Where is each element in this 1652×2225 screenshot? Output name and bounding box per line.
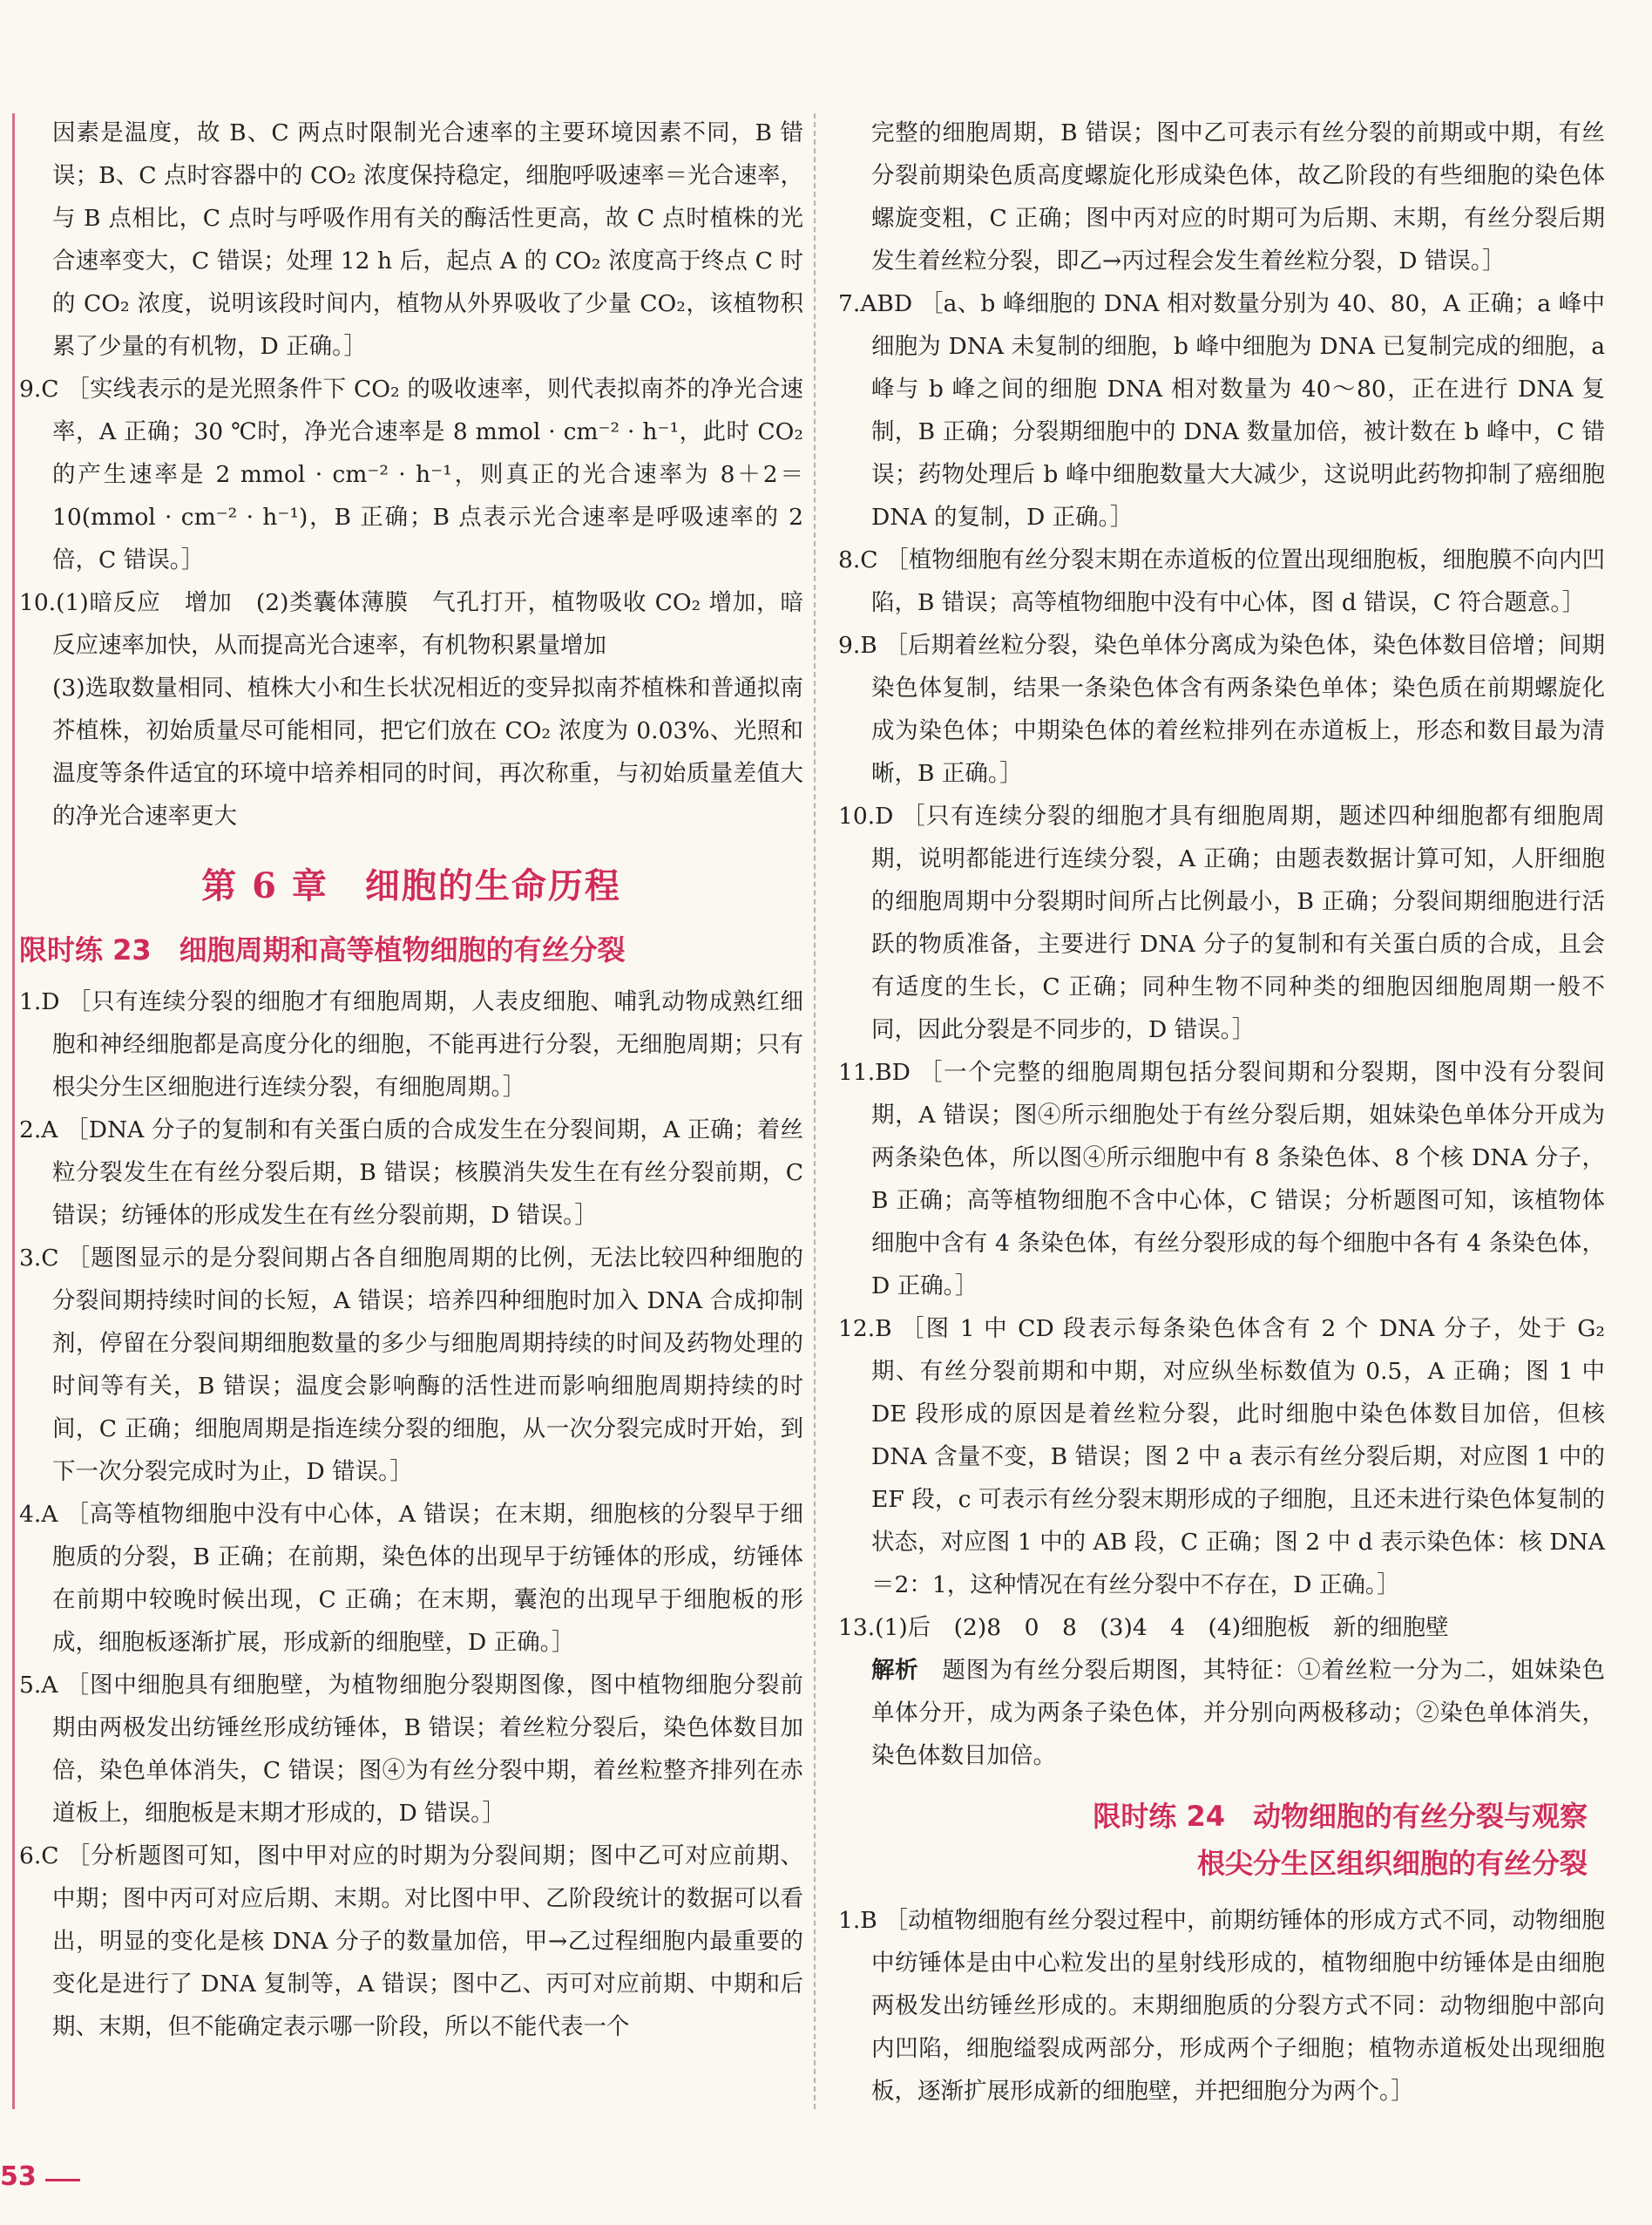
left-margin-rule [12, 113, 15, 2109]
answer-item: 6.C ［分析题图可知，图中甲对应的时期为分裂间期；图中乙可对应前期、中期；图中丙可对应后期、末期。对比图中甲、乙阶段统计的数据可以看出，明显的变化是核 DNA 分子的数量加倍，甲→乙过程细胞内最重要的变化是进行了 DNA 复制等，A 错误；图中乙、丙可对应前期、中期和后期、末期，但不能确定表示哪一阶段，所以不能代表一个 [19, 1842, 803, 2040]
column-divider [814, 113, 816, 2109]
answer-item: 完整的细胞周期，B 错误；图中乙可表示有丝分裂的前期或中期，有丝分裂前期染色质高度螺旋化形成染色体，故乙阶段的有些细胞的染色体螺旋变粗，C 正确；图中丙对应的时期可为后期、末期，有丝分裂后期发生着丝粒分裂，即乙→丙过程会发生着丝粒分裂，D 错误。］ [871, 119, 1605, 275]
answer-item: 12.B ［图 1 中 CD 段表示每条染色体含有 2 个 DNA 分子，处于 G₂ 期、有丝分裂前期和中期，对应纵坐标数值为 0.5，A 正确；图 1 中 DE 段形成的原因是着丝粒分裂，此时细胞中染色体数目加倍，但核 DNA 含量不变，B 错误；图 2 中 a 表示有丝分裂后期，对应图 1 中的 EF 段，c 可表示有丝分裂末期形成的子细胞，且还未进行染色体复制的状态，对应图 1 中的 AB 段，C 正确；图 2 中 d 表示染色体：核 DNA＝2：1，这种情况在有丝分裂中不存在，D 正确。］ [838, 1315, 1605, 1598]
page-footer [0, 2160, 87, 2203]
answer-item: 9.B ［后期着丝粒分裂，染色单体分离成为染色体，染色体数目倍增；间期染色体复制，结果一条染色体含有两条染色单体；染色质在前期螺旋化成为染色体；中期染色体的着丝粒排列在赤道板上，形态和数目最为清晰，B 正确。］ [838, 632, 1605, 787]
analysis-text: 题图为有丝分裂后期图，其特征：①着丝粒一分为二，姐妹染色单体分开，成为两条子染色体，并分别向两极移动；②染色单体消失，染色体数目加倍。 [871, 1657, 1606, 1769]
answer-item: 9.C ［实线表示的是光照条件下 CO₂ 的吸收速率，则代表拟南芥的净光合速率，A 正确；30 ℃时，净光合速率是 8 mmol · cm⁻² · h⁻¹，此时 CO₂ 的产生速率是 2 mmol · cm⁻² · h⁻¹，则真正的光合速率为 8＋2＝10(mmol · cm⁻² · h⁻¹)，B 正确；B 点表示光合速率是呼吸速率的 2 倍，C 错误。］ [19, 376, 803, 573]
answer-item: 因素是温度，故 B、C 两点时限制光合速率的主要环境因素不同，B 错误；B、C 点时容器中的 CO₂ 浓度保持稳定，细胞呼吸速率＝光合速率，与 B 点相比，C 点时与呼吸作用有关的酶活性更高，故 C 点时植株的光合速率变大，C 错误；处理 12 h 后，起点 A 的 CO₂ 浓度高于终点 C 时的 CO₂ 浓度，说明该段时间内，植物从外界吸收了少量 CO₂，该植物积累了少量的有机物，D 正确。］ [52, 119, 803, 360]
section-title-24 [838, 1793, 1605, 1887]
answer-item: 13.(1)后 (2)8 0 8 (3)4 4 (4)细胞板 新的细胞壁 [838, 1614, 1449, 1641]
page-number: 53 [0, 2161, 37, 2192]
answer-item: (3)选取数量相同、植株大小和生长状况相近的变异拟南芥植株和普通拟南芥植株，初始质量尽可能相同，把它们放在 CO₂ 浓度为 0.03%、光照和温度等条件适宜的环境中培养相同的时间，再次称重，与初始质量差值大的净光合速率更大 [52, 675, 803, 830]
answer-item: 10.(1)暗反应 增加 (2)类囊体薄膜 气孔打开，植物吸收 CO₂ 增加，暗反应速率加快，从而提高光合速率，有机物积累量增加 [19, 589, 803, 659]
section-title-23: 限时练 23 细胞周期和高等植物细胞的有丝分裂 [19, 933, 626, 967]
right-answer-list-24 [838, 1899, 1605, 2113]
analysis-label: 解析 [871, 1657, 919, 1684]
section-title-24-line1: 限时练 24 动物细胞的有丝分裂与观察 [1093, 1800, 1588, 1833]
answer-item: 3.C ［题图显示的是分裂间期占各自细胞周期的比例，无法比较四种细胞的分裂间期持续时间的长短，A 错误；培养四种细胞时加入 DNA 合成抑制剂，停留在分裂间期细胞数量的多少与细胞周期持续的时间及药物处理的时间等有关，B 错误；温度会影响酶的活性进而影响细胞周期持续的时间，C 正确；细胞周期是指连续分裂的细胞，从一次分裂完成时开始，到下一次分裂完成时为止，D 错误。］ [19, 1245, 803, 1485]
answer-item: 8.C ［植物细胞有丝分裂末期在赤道板的位置出现细胞板，细胞膜不向内凹陷，B 错误；高等植物细胞中没有中心体，图 d 错误，C 符合题意。］ [838, 546, 1605, 616]
answer-item: 10.D ［只有连续分裂的细胞才具有细胞周期，题述四种细胞都有细胞周期，说明都能进行连续分裂，A 正确；由题表数据计算可知，人肝细胞的细胞周期中分裂期时间所占比例最小，B 正确；分裂间期细胞进行活跃的物质准备，主要进行 DNA 分子的复制和有关蛋白质的合成，且会有适度的生长，C 正确；同种生物不同种类的细胞因细胞周期一般不同，因此分裂是不同步的，D 错误。］ [838, 803, 1605, 1043]
answer-item: 5.A ［图中细胞具有细胞壁，为植物细胞分裂期图像，图中植物细胞分裂前期由两极发出纺锤丝形成纺锤体，B 错误；着丝粒分裂后，染色体数目加倍，染色单体消失，C 错误；图④为有丝分裂中期，着丝粒整齐排列在赤道板上，细胞板是末期才形成的，D 错误。］ [19, 1672, 803, 1827]
right-column [838, 112, 1605, 2113]
answer-item: 2.A ［DNA 分子的复制和有关蛋白质的合成发生在分裂间期，A 正确；着丝粒分裂发生在有丝分裂后期，B 错误；核膜消失发生在有丝分裂前期，C 错误；纺锤体的形成发生在有丝分裂前期，D 错误。］ [19, 1116, 803, 1229]
answer-item: 7.ABD ［a、b 峰细胞的 DNA 相对数量分别为 40、80，A 正确；a 峰中细胞为 DNA 未复制的细胞，b 峰中细胞为 DNA 已复制完成的细胞，a 峰与 b 峰之间的细胞 DNA 相对数量为 40～80，正在进行 DNA 复制，B 正确；分裂期细胞中的 DNA 数量加倍，被计数在 b 峰中，C 错误；药物处理后 b 峰中细胞数量大大减少，这说明此药物抑制了癌细胞 DNA 的复制，D 正确。］ [838, 290, 1605, 531]
answer-item: 1.B ［动植物细胞有丝分裂过程中，前期纺锤体的形成方式不同，动物细胞中纺锤体是由中心粒发出的星射线形成的，植物细胞中纺锤体是由细胞两极发出纺锤丝形成的。末期细胞质的分裂方式不同：动物细胞中部向内凹陷，细胞缢裂成两部分，形成两个子细胞；植物赤道板处出现细胞板，逐渐扩展形成新的细胞壁，并把细胞分为两个。］ [838, 1907, 1605, 2105]
left-continuation-block [19, 112, 803, 838]
footer-rule [45, 2179, 80, 2181]
analysis-paragraph [838, 1649, 1605, 1777]
right-answer-list [838, 112, 1605, 1649]
answer-item: 4.A ［高等植物细胞中没有中心体，A 错误；在末期，细胞核的分裂早于细胞质的分裂，B 正确；在前期，染色体的出现早于纺锤体的形成，纺锤体在前期中较晚时候出现，C 正确；在末期，囊泡的出现早于细胞板的形成，细胞板逐渐扩展，形成新的细胞壁，D 正确。］ [19, 1501, 803, 1656]
answer-item: 1.D ［只有连续分裂的细胞才有细胞周期，人表皮细胞、哺乳动物成熟红细胞和神经细胞都是高度分化的细胞，不能再进行分裂，无细胞周期；只有根尖分生区细胞进行连续分裂，有细胞周期。］ [19, 988, 803, 1101]
left-answer-list [19, 980, 803, 2048]
left-column [19, 112, 803, 2048]
answer-item: 11.BD ［一个完整的细胞周期包括分裂间期和分裂期，图中没有分裂间期，A 错误；图④所示细胞处于有丝分裂后期，姐妹染色单体分开成为两条染色体，所以图④所示细胞中有 8 条染色体、8 个核 DNA 分子，B 正确；高等植物细胞不含中心体，C 错误；分析题图可知，该植物体细胞中含有 4 条染色体，有丝分裂形成的每个细胞中各有 4 条染色体，D 正确。］ [838, 1059, 1605, 1299]
section-title-24-line2: 根尖分生区组织细胞的有丝分裂 [1196, 1847, 1588, 1880]
chapter-title: 第 6 章 细胞的生命历程 [201, 865, 621, 906]
